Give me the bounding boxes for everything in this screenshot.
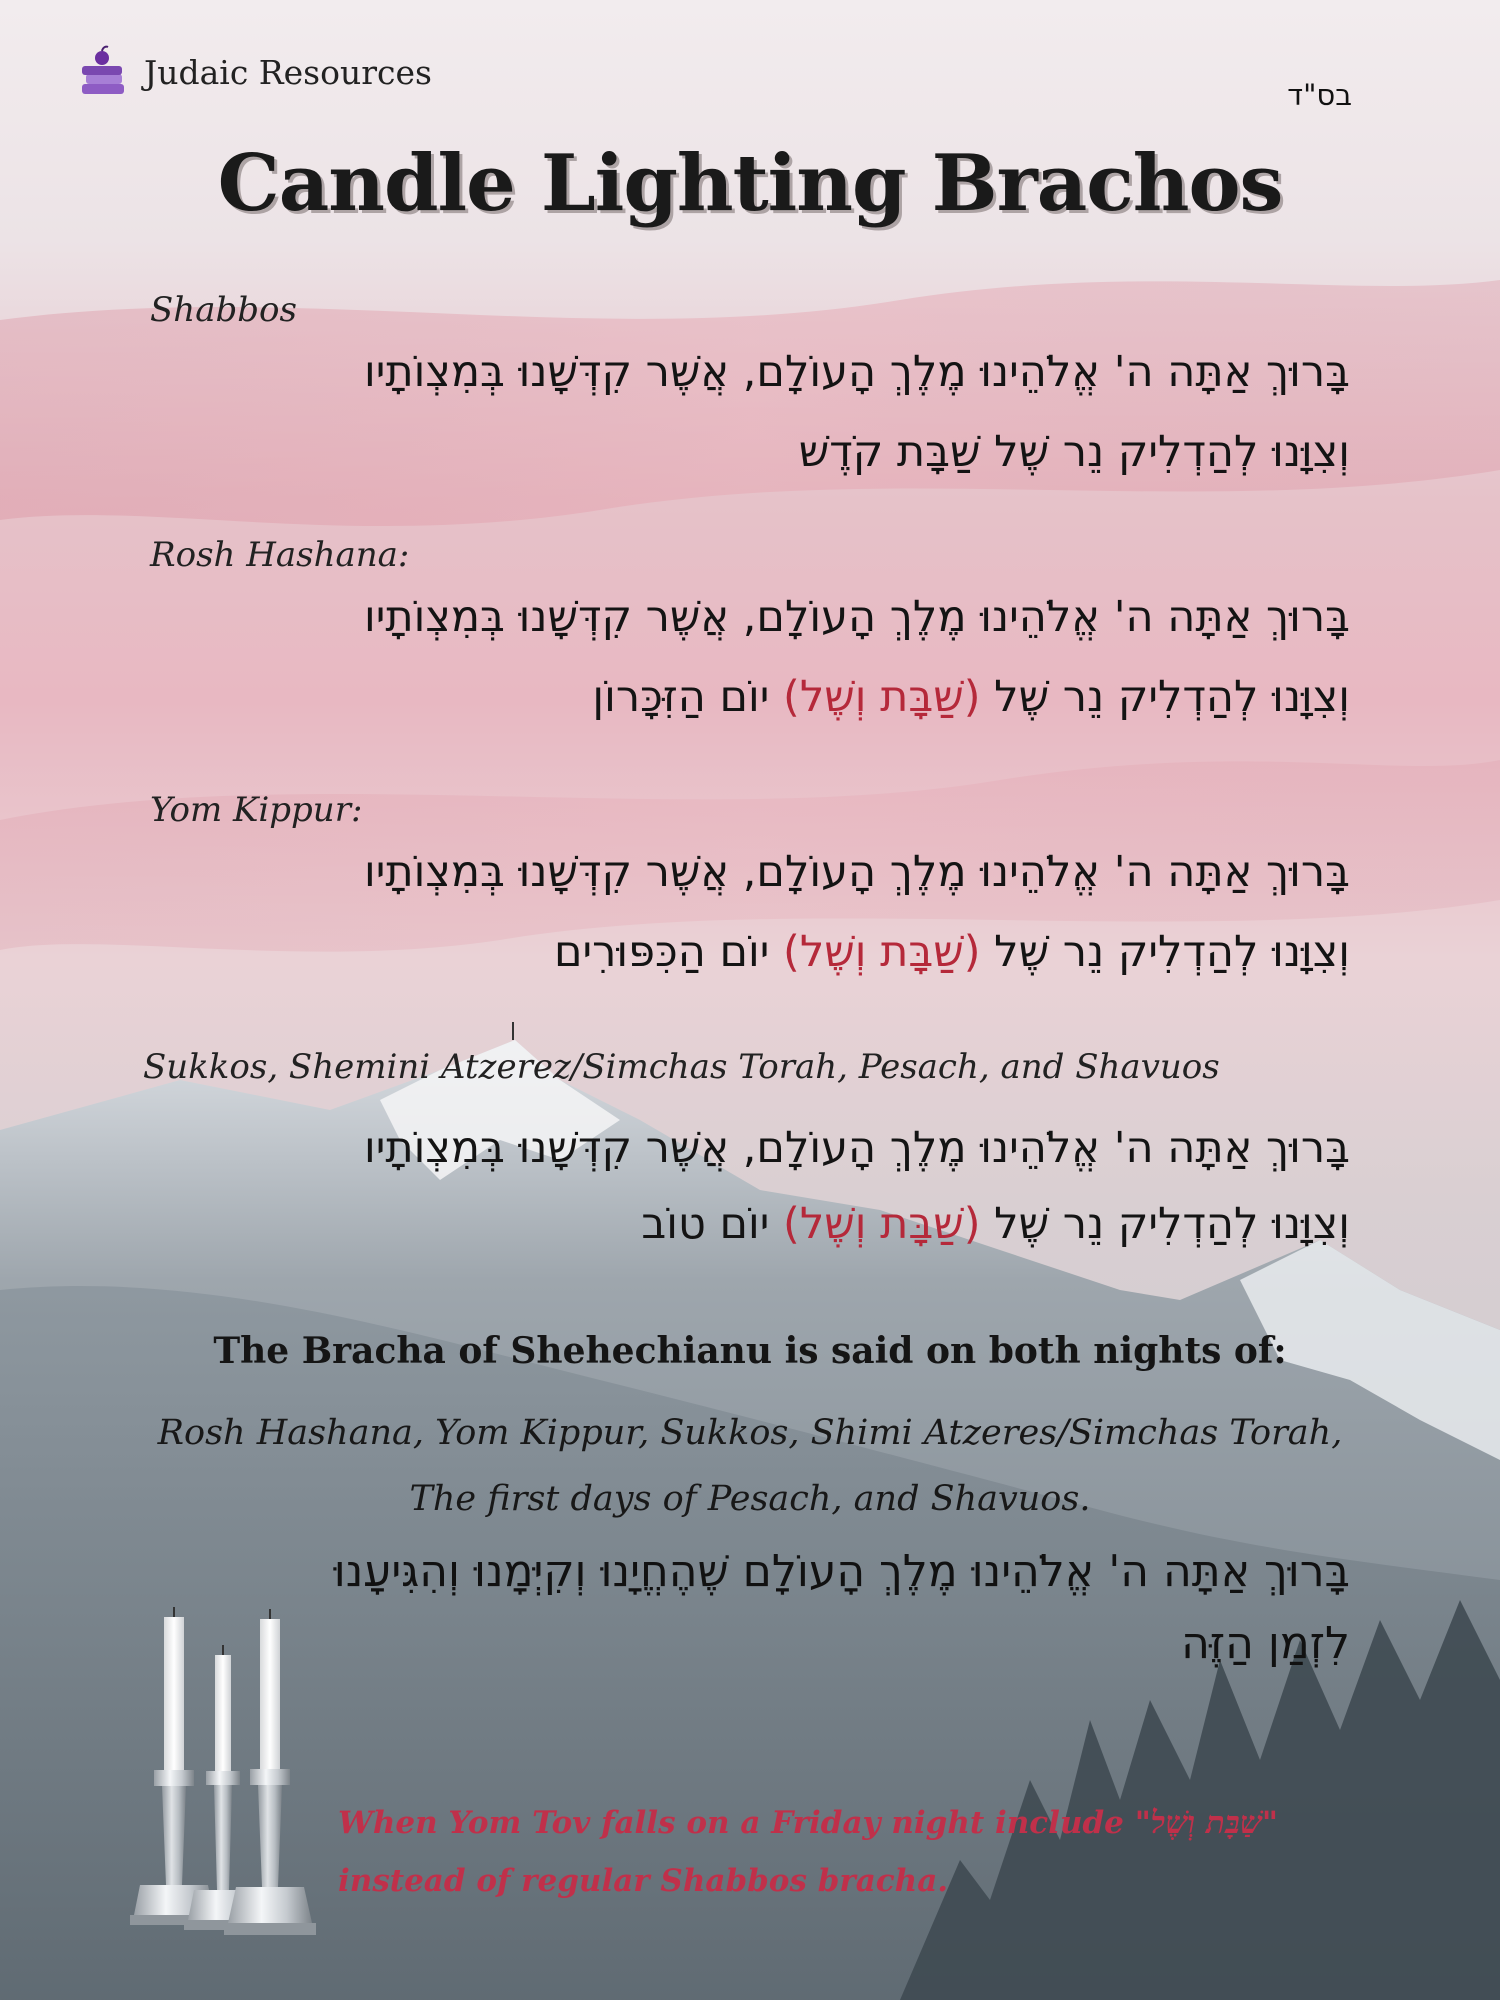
section-label-rosh-hashana: Rosh Hashana: — [150, 535, 410, 575]
bracha-shabbos — [150, 332, 1350, 492]
bracha-text: וְצִוָּנוּ לְהַדְלִיק נֵר שֶׁל — [980, 927, 1350, 977]
bracha-yom-kippur — [150, 832, 1350, 992]
bracha-line-1: בָּרוּךְ אַתָּה ה' אֱלֹהֵינוּ מֶלֶךְ הָעוֹלָם, אֲשֶׁר קִדְּשָׁנוּ בְּמִצְוֹתָיו — [364, 847, 1350, 897]
shabbos-insert: (שַׁבָּת וְשֶׁל) — [783, 1199, 981, 1249]
page-title: Candle Lighting Brachos — [217, 138, 1283, 229]
section-label-yom-kippur: Yom Kippur: — [150, 790, 363, 830]
shabbos-insert: (שַׁבָּת וְשֶׁל) — [783, 927, 981, 977]
bracha-line-1: בָּרוּךְ אַתָּה ה' אֱלֹהֵינוּ מֶלֶךְ הָעוֹלָם שֶׁהֶחֱיָנוּ וְקִיְּמָנוּ וְהִגִּיעָנוּ — [333, 1546, 1350, 1597]
section-label-shabbos: Shabbos — [150, 290, 297, 330]
bracha-rosh-hashana — [150, 577, 1350, 737]
shabbos-insert: (שַׁבָּת וְשֶׁל) — [783, 672, 981, 722]
brand-name: Judaic Resources — [144, 52, 432, 92]
shehechianu-heading: The Bracha of Shehechianu is said on both nights of: — [213, 1330, 1287, 1372]
occasions-line-2: The first days of Pesach, and Shavuos. — [409, 1479, 1091, 1519]
bracha-yom-tov — [150, 1110, 1350, 1262]
bracha-line-2: לִזְמַן הַזֶּה — [1181, 1618, 1350, 1669]
bracha-line-2 — [150, 912, 1350, 992]
bracha-line-2 — [150, 1186, 1350, 1262]
shehechianu-occasions — [0, 1400, 1500, 1532]
bracha-line-2 — [150, 412, 1350, 492]
bracha-line-1: בָּרוּךְ אַתָּה ה' אֱלֹהֵינוּ מֶלֶךְ הָעוֹלָם, אֲשֶׁר קִדְּשָׁנוּ בְּמִצְוֹתָיו — [364, 1123, 1350, 1173]
books-apple-icon — [78, 44, 128, 100]
note-line-1: When Yom Tov falls on a Friday night include "שַׁבָּת וְשֶׁל" — [338, 1805, 1278, 1841]
bracha-text: יוֹם טוֹב — [641, 1199, 784, 1249]
occasions-line-1: Rosh Hashana, Yom Kippur, Sukkos, Shimi Atzeres/Simchas Torah, — [157, 1413, 1343, 1453]
brand — [78, 44, 432, 100]
bracha-line-2 — [150, 657, 1350, 737]
bsd-mark: בס"ד — [1287, 78, 1352, 112]
candlesticks-illustration — [118, 1605, 318, 1945]
section-label-yom-tov: Sukkos, Shemini Atzerez/Simchas Torah, Pesach, and Shavuos — [143, 1047, 1220, 1087]
friday-night-note — [338, 1794, 1388, 1910]
bracha-text: יוֹם הַזִּכָּרוֹן — [592, 672, 784, 722]
bracha-text: וְצִוָּנוּ לְהַדְלִיק נֵר שֶׁל — [980, 1199, 1350, 1249]
bracha-line-1: בָּרוּךְ אַתָּה ה' אֱלֹהֵינוּ מֶלֶךְ הָעוֹלָם, אֲשֶׁר קִדְּשָׁנוּ בְּמִצְוֹתָיו — [364, 592, 1350, 642]
bracha-text: וְצִוָּנוּ לְהַדְלִיק נֵר שֶׁל שַׁבָּת קֹדֶשׁ — [798, 427, 1350, 477]
bracha-text: וְצִוָּנוּ לְהַדְלִיק נֵר שֶׁל — [980, 672, 1350, 722]
bracha-text: יוֹם הַכִּפּוּרִים — [554, 927, 784, 977]
bracha-line-1: בָּרוּךְ אַתָּה ה' אֱלֹהֵינוּ מֶלֶךְ הָעוֹלָם, אֲשֶׁר קִדְּשָׁנוּ בְּמִצְוֹתָיו — [364, 347, 1350, 397]
note-line-2: instead of regular Shabbos bracha. — [338, 1863, 949, 1899]
